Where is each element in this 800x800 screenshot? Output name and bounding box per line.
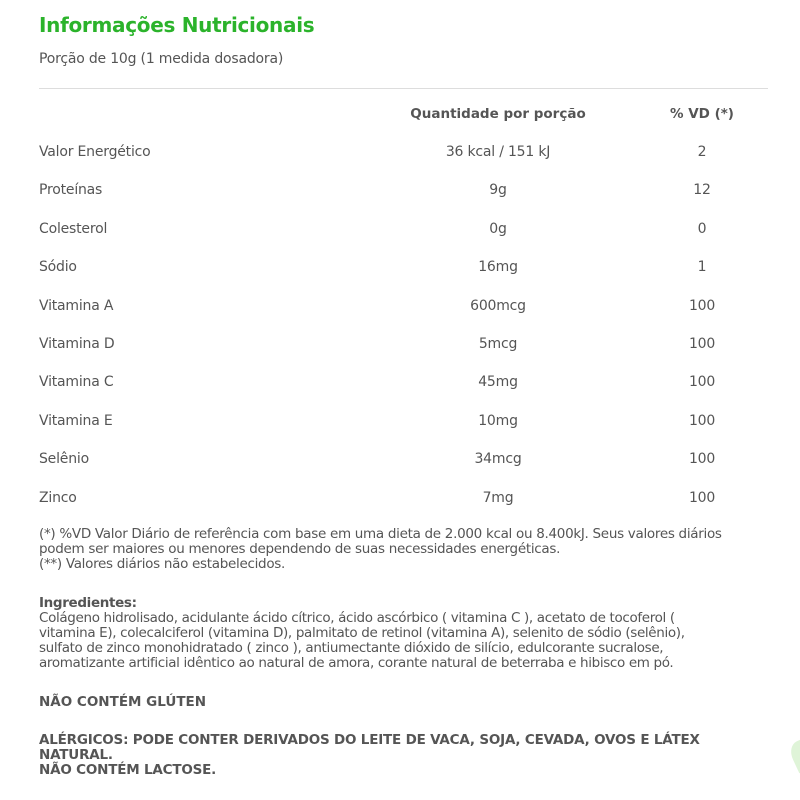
nutrient-quantity: 16mg: [478, 259, 518, 276]
nutrient-quantity: 600mcg: [470, 297, 526, 314]
page-title: Informações Nutricionais: [39, 13, 315, 37]
table-row: [0, 133, 800, 171]
table-row: [0, 363, 800, 401]
nutrition-table: [0, 133, 800, 517]
nutrient-quantity: 0g: [489, 220, 507, 237]
nutrient-quantity: 36 kcal / 151 kJ: [445, 144, 551, 160]
nutrient-daily-value: 1: [697, 259, 707, 276]
nutrient-name: Selênio: [39, 451, 89, 468]
nutrient-name: Vitamina A: [39, 297, 114, 314]
ingredients-line: sulfato de zinco monohidratado ( zinco ), antiumectante dióxido de silício, edulcorante sucralose,: [39, 640, 664, 656]
nutrient-daily-value: 2: [697, 144, 707, 160]
nutrient-name: Sódio: [39, 259, 77, 276]
leaf-decoration: [787, 737, 800, 773]
footnotes: [39, 527, 769, 572]
nutrient-name: Valor Energético: [39, 144, 151, 160]
allergens-line: NATURAL.: [39, 747, 113, 763]
nutrient-quantity: 45mg: [478, 374, 518, 391]
allergens-section: [39, 733, 769, 778]
nutrient-quantity: 5mcg: [478, 335, 518, 352]
nutrient-daily-value: 100: [688, 412, 716, 429]
divider: [39, 88, 768, 89]
nutrient-name: Zinco: [39, 489, 77, 506]
ingredients-line: Colágeno hidrolisado, acidulante ácido cítrico, ácido ascórbico ( vitamina C ), acetato de tocoferol (: [39, 610, 675, 626]
nutrient-quantity: 34mcg: [474, 451, 522, 468]
table-header: [0, 106, 800, 126]
table-row: [0, 440, 800, 478]
nutrient-name: Vitamina E: [39, 412, 113, 429]
nutrient-name: Colesterol: [39, 220, 108, 237]
nutrient-daily-value: 0: [697, 220, 707, 237]
table-row: [0, 248, 800, 286]
table-row: [0, 171, 800, 209]
nutrient-daily-value: 100: [688, 335, 716, 352]
table-row: [0, 402, 800, 440]
column-header-daily-value: % VD (*): [670, 106, 734, 122]
nutrient-name: Vitamina C: [39, 374, 114, 391]
serving-size: Porção de 10g (1 medida dosadora): [39, 51, 284, 67]
footnote-line: (*) %VD Valor Diário de referência com base em uma dieta de 2.000 kcal ou 8.400kJ. Seus valores diários: [39, 526, 722, 542]
nutrient-daily-value: 100: [688, 451, 716, 468]
table-row: [0, 325, 800, 363]
ingredients-heading: Ingredientes:: [39, 595, 137, 611]
footnote-line: (**) Valores diários não estabelecidos.: [39, 556, 286, 572]
footnote-line: podem ser maiores ou menores dependendo de suas necessidades energéticas.: [39, 541, 561, 557]
nutrient-name: Vitamina D: [39, 335, 115, 352]
table-row: [0, 479, 800, 517]
table-row: [0, 287, 800, 325]
nutrient-quantity: 10mg: [478, 412, 518, 429]
ingredients-section: [39, 596, 771, 671]
lactose-statement: NÃO CONTÉM LACTOSE.: [39, 762, 217, 778]
ingredients-line: aromatizante artificial idêntico ao natural de amora, corante natural de beterraba e hibisco em pó.: [39, 655, 674, 671]
nutrient-quantity: 7mg: [482, 489, 514, 506]
nutrient-daily-value: 100: [688, 297, 716, 314]
table-row: [0, 210, 800, 248]
gluten-statement: NÃO CONTÉM GLÚTEN: [39, 694, 207, 710]
nutrient-name: Proteínas: [39, 182, 103, 199]
nutrient-daily-value: 100: [688, 489, 716, 506]
allergens-line: ALÉRGICOS: PODE CONTER DERIVADOS DO LEITE DE VACA, SOJA, CEVADA, OVOS E LÁTEX: [39, 732, 700, 748]
ingredients-line: vitamina E), colecalciferol (vitamina D), palmitato de retinol (vitamina A), selenito de sódio (selênio),: [39, 625, 685, 641]
column-header-quantity: Quantidade por porção: [410, 106, 586, 122]
nutrient-quantity: 9g: [489, 182, 507, 199]
nutrient-daily-value: 12: [693, 182, 711, 199]
nutrient-daily-value: 100: [688, 374, 716, 391]
